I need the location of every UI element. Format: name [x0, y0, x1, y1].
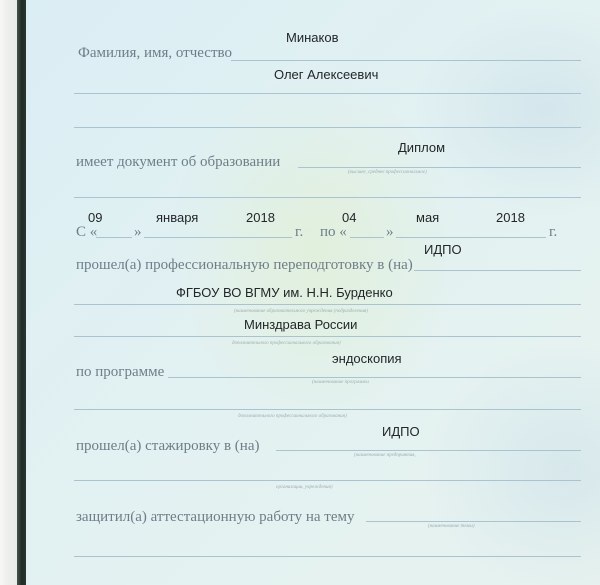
program-caption: (наименование программы	[312, 380, 369, 385]
start-year-suffix: г.	[295, 224, 304, 240]
start-month-year-line	[144, 237, 292, 238]
start-day-line	[96, 237, 132, 238]
thesis-label: защитил(а) аттестационную работу на тему	[76, 509, 355, 525]
end-year: 2018	[496, 210, 525, 225]
internship-line-2	[74, 480, 581, 481]
institution-line	[74, 304, 581, 305]
surname-value: Минаков	[286, 30, 339, 45]
ministry-value: Минздрава России	[244, 317, 358, 332]
end-day-line	[350, 237, 384, 238]
program-line	[168, 377, 581, 378]
thesis-line	[366, 521, 581, 522]
internship-value: ИДПО	[382, 424, 420, 439]
blank-line-1	[74, 127, 581, 128]
education-doc-value: Диплом	[398, 140, 446, 155]
start-month: января	[156, 210, 199, 225]
retraining-label: прошел(а) профессиональную переподготовку в (на)	[76, 257, 413, 273]
end-month-year-line	[396, 237, 546, 238]
retraining-line	[414, 270, 581, 271]
fio-label: Фамилия, имя, отчество	[78, 45, 232, 61]
education-doc-caption: (высшее, среднее профессиональное)	[348, 170, 427, 175]
institution-caption: (наименование образовательного учреждения (подразделения)	[234, 309, 368, 314]
ministry-line	[74, 336, 581, 337]
institution-value: ФГБОУ ВО ВГМУ им. Н.Н. Бурденко	[176, 285, 393, 300]
to-prefix: по «	[320, 224, 347, 240]
start-year: 2018	[246, 210, 275, 225]
internship-caption-2: организации, учреждения)	[276, 485, 333, 490]
blank-line-2	[74, 197, 581, 198]
end-year-suffix: г.	[549, 224, 558, 240]
end-quote-close: »	[386, 224, 394, 240]
internship-label: прошел(а) стажировку в (на)	[76, 438, 260, 454]
thesis-caption: (наименование темы)	[428, 524, 475, 529]
internship-line	[276, 450, 581, 451]
binding-strip	[17, 0, 26, 585]
internship-caption: (наименование предприятия,	[354, 453, 416, 458]
end-day: 04	[342, 210, 357, 225]
start-quote-close: »	[134, 224, 142, 240]
education-doc-line	[298, 167, 581, 168]
from-prefix: С «	[76, 224, 98, 240]
program-label: по программе	[76, 364, 165, 380]
ministry-caption: дополнительного профессионального образования)	[232, 341, 341, 346]
program-line-2	[74, 409, 581, 410]
start-day: 09	[88, 210, 103, 225]
certificate-sheet	[26, 0, 600, 585]
program-caption-2: дополнительного профессионального образования)	[238, 414, 347, 419]
name-patronymic-value: Олег Алексеевич	[274, 67, 379, 82]
end-month: мая	[416, 210, 440, 225]
retraining-value: ИДПО	[424, 242, 462, 257]
fio-line	[231, 60, 581, 61]
program-value: эндоскопия	[332, 351, 402, 366]
blank-line-3	[74, 556, 581, 557]
name-line	[74, 93, 581, 94]
education-doc-label: имеет документ об образовании	[76, 154, 281, 170]
